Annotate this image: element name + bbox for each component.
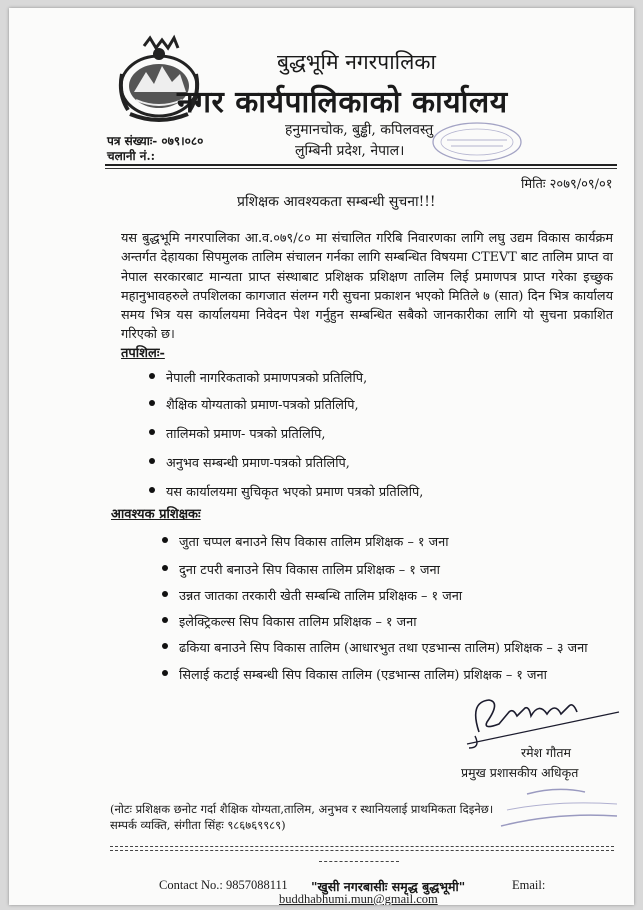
letter-reference-number: पत्र संख्याः- ०७९।०८० [107, 134, 204, 148]
signatory-title: प्रमुख प्रशासकीय अधिकृत [461, 765, 579, 780]
bullet-icon [162, 670, 168, 676]
bullet-icon [149, 487, 155, 493]
notice-date: मितिः २०७९/०९/०१ [521, 177, 613, 192]
municipality-motto: "खुसी नगरबासीः समृद्ध बुद्धभूमी" [311, 879, 466, 894]
bullet-icon [162, 537, 168, 543]
list-item: सिलाई कटाई सम्बन्धी सिप विकास तालिम (एडभान्स तालिम) प्रशिक्षक – १ जना [179, 665, 547, 683]
notice-body: यस बुद्धभूमि नगरपालिका आ.व.०७९/८० मा संचालित गरिबि निवारणका लागि लघु उद्यम विकास कार्यक्रम अन्तर्गत देहायका सिपमुलक तालिम संचालन गर्नका लागि सम्बन्धित विषयमा CTEVT बाट तालिम प्राप्त वा नेपाल सरकारबाट मान्यता प्राप्त संस्थाबाट प्रशिक्षक प्रशिक्षण तालिम लिई प्रमाणपत्र प्राप्त गरेका इच्छुक महानुभावहरुले तपशिलका कागजात संलग्न गरी सुचना प्रकाशन भएको मितिले ७ (सात) दिन भित्र कार्यालय समय भित्र यस कार्यालयमा निवेदन पेश गर्नुहुन सम्बन्धित सबैको जानकारीका लागि यो सुचना प्रकाशित गरिएको छ। [121, 231, 613, 343]
bullet-icon [149, 373, 155, 379]
list-item: अनुभव सम्बन्धी प्रमाण-पत्रको प्रतिलिपि, [166, 453, 350, 471]
list-item: जुता चप्पल बनाउने सिप विकास तालिम प्रशिक्षक – १ जना [179, 532, 449, 550]
bullet-icon [162, 643, 168, 649]
footer-divider-second [110, 850, 614, 851]
notice-page [9, 8, 634, 905]
handwritten-signature [439, 672, 629, 752]
header-divider [105, 164, 617, 166]
note-line-1: (नोटः प्रशिक्षक छनोट गर्दा शैक्षिक योग्यता,तालिम, अनुभव र स्थानियलाई प्राथमिकता दिइनेछ। [110, 802, 494, 816]
header-divider-thin [105, 168, 617, 169]
municipality-name: बुद्धभूमि नगरपालिका [277, 50, 436, 74]
bullet-icon [149, 400, 155, 406]
office-province: लुम्बिनी प्रदेश, नेपाल। [295, 143, 405, 159]
footer-divider [110, 846, 614, 847]
bullet-icon [149, 458, 155, 464]
list-item: नेपाली नागरिकताको प्रमाणपत्रको प्रतिलिपि, [166, 368, 367, 386]
email-link[interactable]: buddhabhumi.mun@gmail.com [279, 892, 438, 905]
list-item: दुना टपरी बनाउने सिप विकास तालिम प्रशिक्षक – १ जना [179, 560, 440, 578]
signatory-name: रमेश गौतम [521, 745, 571, 760]
list-item: उन्नत जातका तरकारी खेती सम्बन्धि तालिम प्रशिक्षक – १ जना [179, 586, 462, 604]
office-address: हनुमानचोक, बुड्ढी, कपिलवस्तु [285, 122, 434, 138]
contact-number: Contact No.: 9857088111 [159, 878, 288, 892]
bullet-icon [162, 591, 168, 597]
office-stamp [429, 120, 525, 164]
bullet-icon [162, 617, 168, 623]
bullet-icon [149, 429, 155, 435]
note-line-2: सम्पर्क व्यक्ति, संगीता सिंहः ९८६७६९९८९) [110, 818, 286, 832]
dispatch-number: चलानी नं.: [107, 149, 156, 163]
list-item: यस कार्यालयमा सुचिकृत भएको प्रमाण पत्रको प्रतिलिपि, [166, 482, 423, 500]
office-title: नगर कार्यपालिकाको कार्यालय [177, 85, 508, 120]
notice-subject: प्रशिक्षक आवश्यकता सम्बन्धी सुचना!!! [237, 194, 436, 210]
footer-divider-short [319, 861, 399, 862]
email-label: Email: [512, 878, 546, 892]
list-item: तालिमको प्रमाण- पत्रको प्रतिलिपि, [166, 424, 325, 442]
list-item: ढकिया बनाउने सिप विकास तालिम (आधारभुत तथा एडभान्स तालिम) प्रशिक्षक – ३ जना [179, 638, 588, 656]
bullet-icon [162, 565, 168, 571]
documents-heading: तपशिलः- [121, 346, 165, 361]
trainers-heading: आवश्यक प्रशिक्षकः [111, 507, 201, 522]
list-item: शैक्षिक योग्यताको प्रमाण-पत्रको प्रतिलिपि, [166, 395, 359, 413]
list-item: इलेक्ट्रिकल्स सिप विकास तालिम प्रशिक्षक – १ जना [179, 612, 417, 630]
